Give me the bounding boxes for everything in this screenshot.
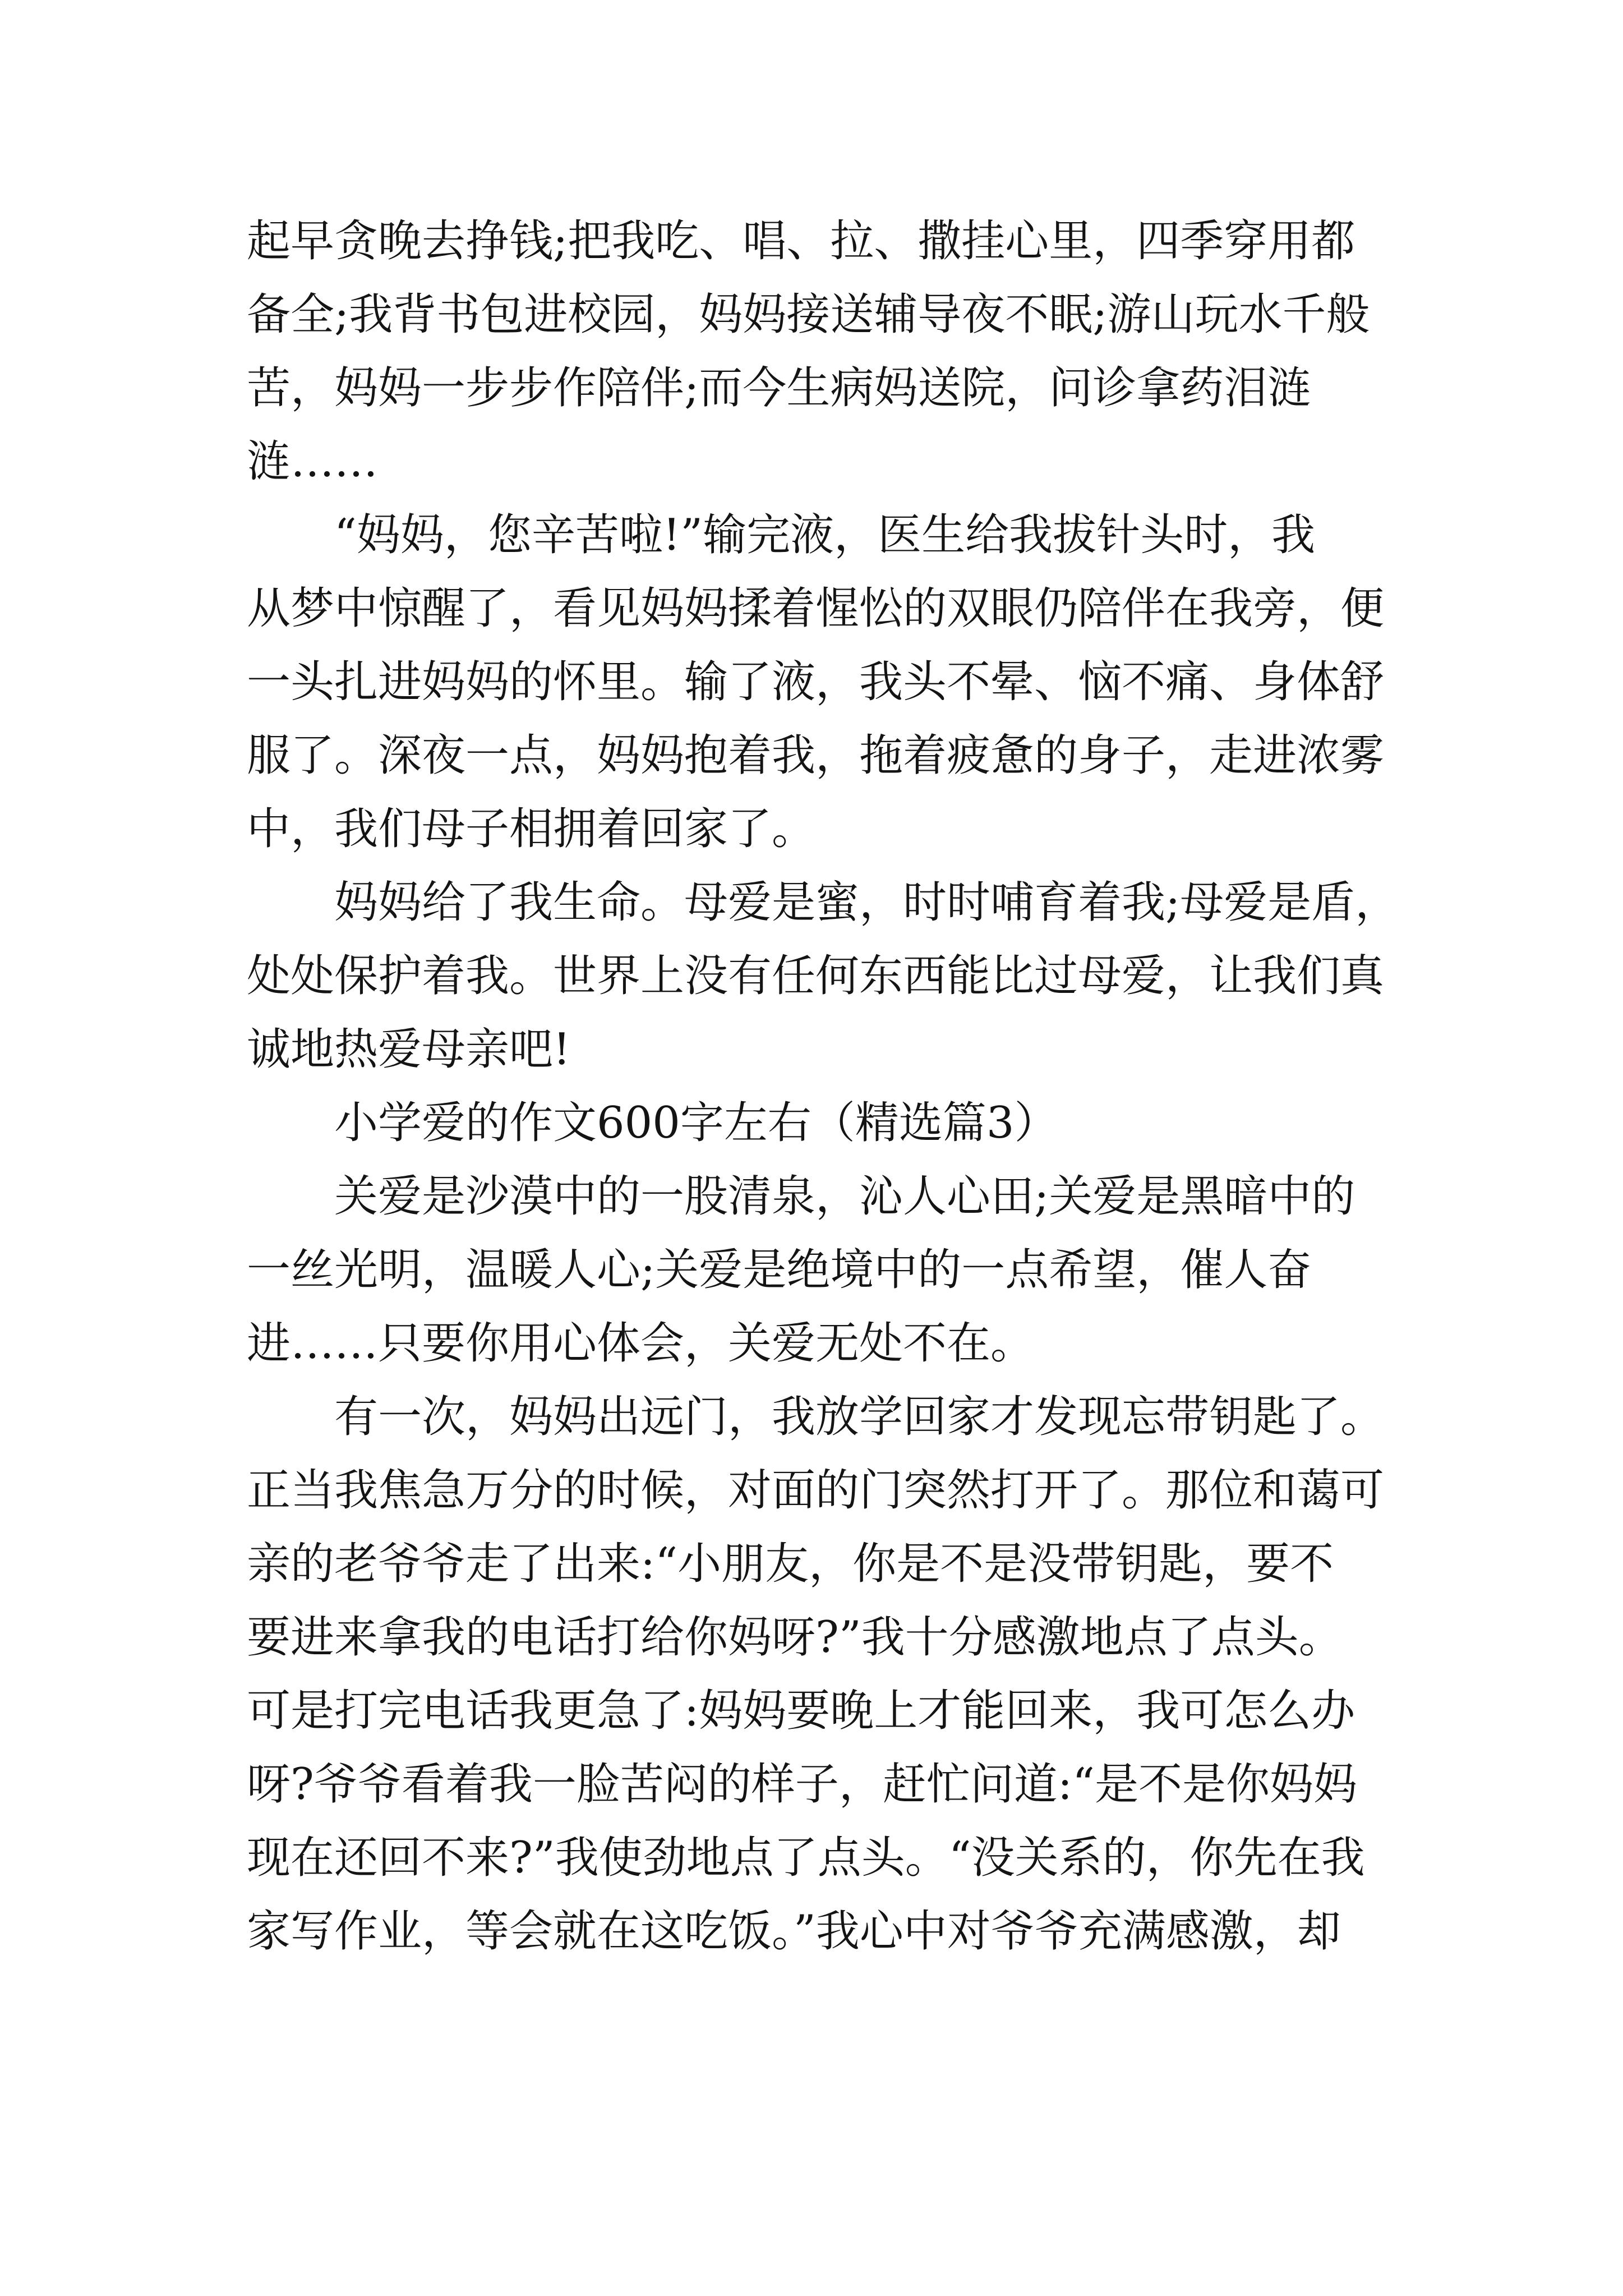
paragraph-start-line: 有一次，妈妈出远门，我放学回家才发现忘带钥匙了。	[334, 1392, 1385, 1442]
text-line: 处处保护着我。世界上没有任何东西能比过母爱，让我们真	[247, 951, 1385, 1001]
text-line: 可是打完电话我更急了:妈妈要晚上才能回来，我可怎么办	[247, 1686, 1355, 1736]
paragraph-start-line: 关爱是沙漠中的一股清泉，沁人心田;关爱是黑暗中的	[334, 1171, 1355, 1222]
text-line: 苦，妈妈一步步作陪伴;而今生病妈送院，问诊拿药泪涟	[247, 363, 1312, 413]
text-line: 要进来拿我的电话打给你妈呀?”我十分感激地点了点头。	[247, 1612, 1343, 1663]
text-line: 起早贪晚去挣钱;把我吃、唱、拉、撒挂心里，四季穿用都	[247, 216, 1355, 266]
text-line: 家写作业，等会就在这吃饭。”我心中对爷爷充满感激，却	[247, 1906, 1341, 1957]
text-line: 呀?爷爷看着我一脸苦闷的样子，赶忙问道:“是不是你妈妈	[247, 1759, 1357, 1810]
text-line: 备全;我背书包进校园，妈妈接送辅导夜不眠;游山玩水千般	[247, 289, 1370, 340]
text-line: 涟……	[247, 436, 379, 487]
section-heading: 小学爱的作文600字左右（精选篇3）	[334, 1098, 1058, 1148]
text-line: 服了。深夜一点，妈妈抱着我，拖着疲惫的身子，走进浓雾	[247, 730, 1385, 781]
text-line: 亲的老爷爷走了出来:“小朋友，你是不是没带钥匙，要不	[247, 1539, 1334, 1589]
text-line: 中，我们母子相拥着回家了。	[247, 804, 816, 854]
paragraph-start-line: “妈妈，您辛苦啦!”输完液，医生给我拔针头时，我	[334, 510, 1316, 560]
text-line: 一头扎进妈妈的怀里。输了液，我头不晕、恼不痛、身体舒	[247, 657, 1385, 707]
text-line: 进……只要你用心体会，关爱无处不在。	[247, 1318, 1035, 1369]
text-line: 从梦中惊醒了，看见妈妈揉着惺忪的双眼仍陪伴在我旁，便	[247, 583, 1385, 634]
paragraph-start-line: 妈妈给了我生命。母爱是蜜，时时哺育着我;母爱是盾，	[334, 877, 1399, 928]
text-line: 诚地热爱母亲吧!	[247, 1024, 571, 1075]
text-line: 现在还回不来?”我使劲地点了点头。“没关系的，你先在我	[247, 1833, 1365, 1883]
text-line: 一丝光明，温暖人心;关爱是绝境中的一点希望，催人奋	[247, 1245, 1312, 1295]
text-line: 正当我焦急万分的时候，对面的门突然打开了。那位和蔼可	[247, 1465, 1385, 1516]
